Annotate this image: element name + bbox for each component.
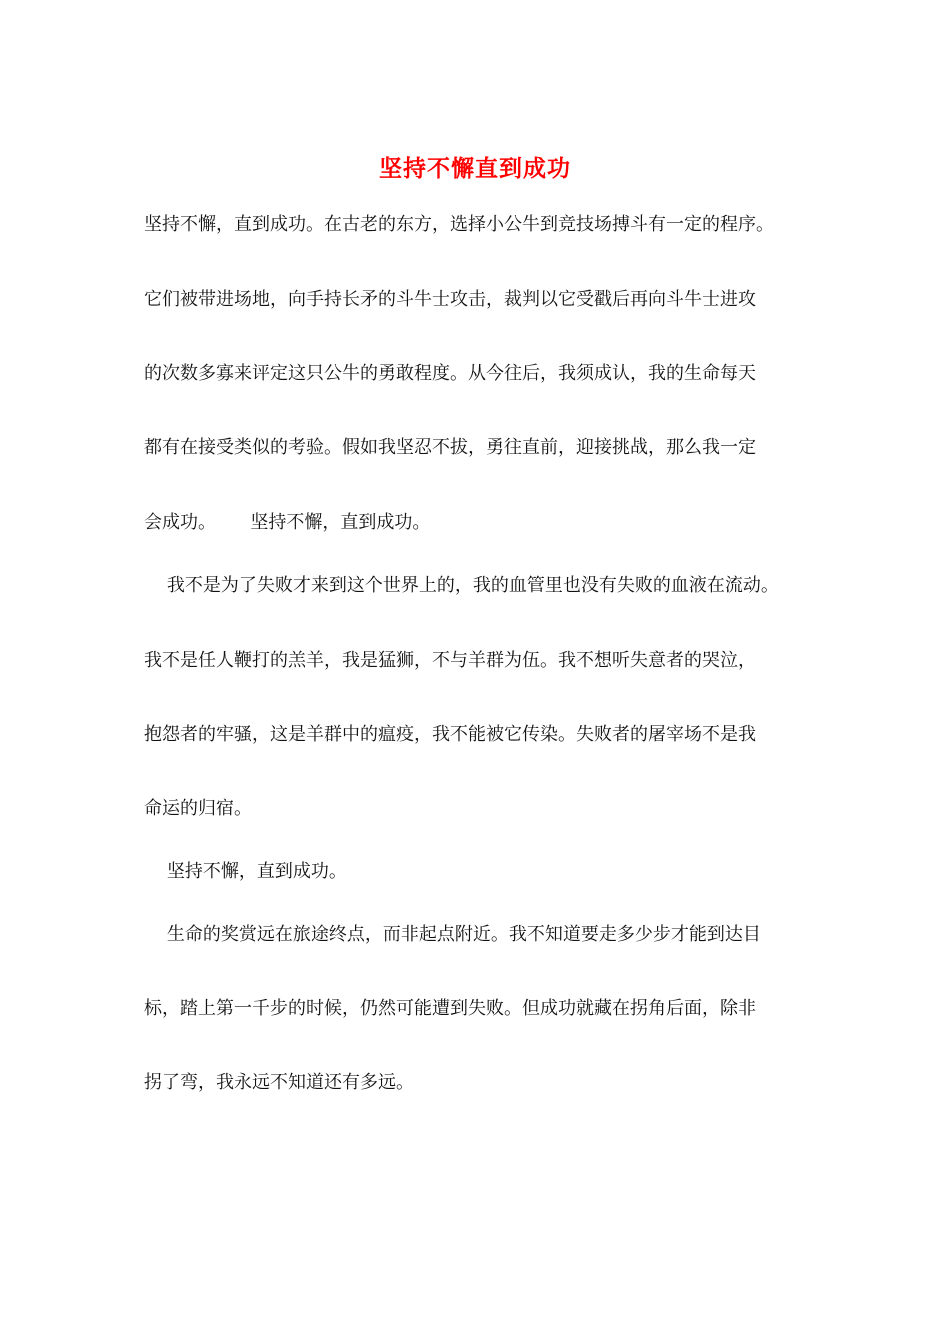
text-line: 会成功。 坚持不懈，直到成功。 bbox=[144, 512, 431, 533]
text-line: 命运的归宿。 bbox=[144, 798, 252, 819]
text-line: 生命的奖赏远在旅途终点，而非起点附近。我不知道要走多少步才能到达目 bbox=[144, 924, 761, 945]
text-line: 抱怨者的牢骚，这是羊群中的瘟疫，我不能被它传染。失败者的屠宰场不是我 bbox=[144, 724, 756, 745]
text-line: 坚持不懈，直到成功。在古老的东方，选择小公牛到竞技场搏斗有一定的程序。 bbox=[144, 214, 774, 235]
text-line: 都有在接受类似的考验。假如我坚忍不拔，勇往直前，迎接挑战，那么我一定 bbox=[144, 437, 756, 458]
text-line: 标，踏上第一千步的时候，仍然可能遭到失败。但成功就藏在拐角后面，除非 bbox=[144, 998, 756, 1019]
text-line: 它们被带进场地，向手持长矛的斗牛士攻击，裁判以它受戳后再向斗牛士进攻 bbox=[144, 289, 756, 310]
document-title: 坚持不懈直到成功 bbox=[379, 156, 571, 182]
text-line: 坚持不懈，直到成功。 bbox=[144, 861, 347, 882]
text-line: 的次数多寡来评定这只公牛的勇敢程度。从今往后，我须成认，我的生命每天 bbox=[144, 363, 756, 384]
text-line: 拐了弯，我永远不知道还有多远。 bbox=[144, 1072, 414, 1093]
text-line: 我不是为了失败才来到这个世界上的，我的血管里也没有失败的血液在流动。 bbox=[144, 575, 779, 596]
text-line: 我不是任人鞭打的羔羊，我是猛狮，不与羊群为伍。我不想听失意者的哭泣， bbox=[144, 650, 756, 671]
